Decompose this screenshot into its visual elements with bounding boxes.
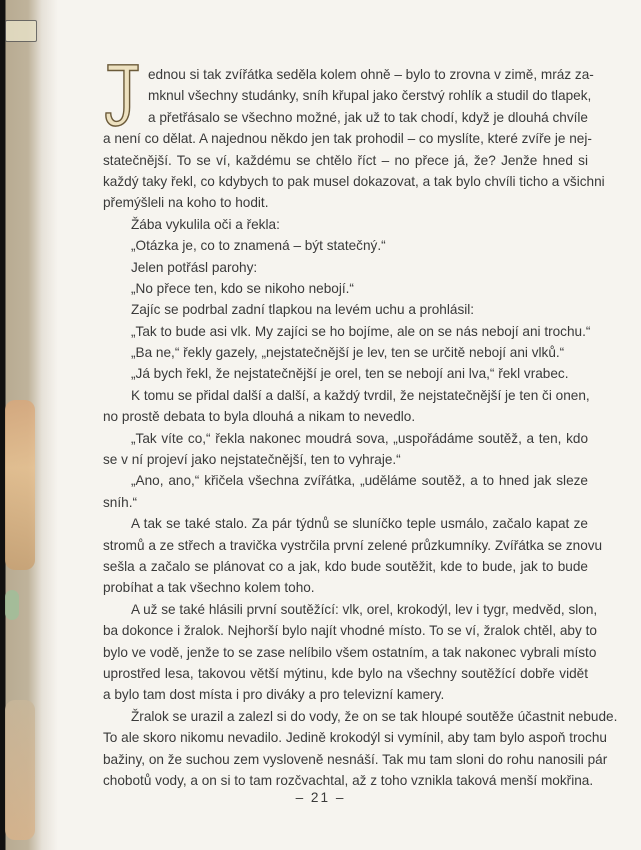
paragraph xyxy=(103,513,603,599)
text-line: „Ano, ano,“ křičela všechna zvířátka, „uděláme soutěž, a to hned jak sleze xyxy=(131,473,588,489)
text-line: Jelen potřásl parohy: xyxy=(131,259,258,275)
text-line: každý taky řekl, co kdybych to pak musel dokazovat, a tak bylo chvíli ticho a všichni xyxy=(103,173,605,189)
text-line: Zajíc se podrbal zadní tlapkou na levém uchu a prohlásil: xyxy=(131,302,475,318)
text-line: přemýšleli na koho to hodit. xyxy=(103,195,269,211)
text-line: uprostřed lesa, takovou větší mýtinu, kde bylo na všechny soutěžící dobře vidět xyxy=(103,665,588,681)
text-line: „Já bych řekl, že nejstatečnější je orel, ten se nebojí ani lva,“ řekl vrabec. xyxy=(131,366,569,382)
text-line: K tomu se přidal další a další, a každý tvrdil, že nejstatečnější je ten či onen, xyxy=(131,387,590,403)
text-line: bylo ve vodě, jenže to se zase nelíbilo všem ostatním, a tak nakonec vybrali místo xyxy=(103,644,597,660)
paragraph xyxy=(103,214,588,235)
illustration-fragment xyxy=(5,590,19,620)
paragraph xyxy=(103,599,598,706)
illustration-fragment xyxy=(5,700,35,840)
text-line: „Otázka je, co to znamená – být statečný.“ xyxy=(131,238,386,254)
text-line: „Ba ne,“ řekly gazely, „nejstatečnější je lev, ten se určitě nebojí ani vlků.“ xyxy=(131,345,565,361)
text-line: „Tak to bude asi vlk. My zajíci se ho bojíme, ale on se nás nebojí ani trochu.“ xyxy=(131,323,591,339)
book-spine-edge xyxy=(0,0,60,850)
illustration-fragment xyxy=(5,400,35,570)
text-line: A tak se také stalo. Za pár týdnů se sluníčko teple usmálo, začalo kapat ze xyxy=(131,516,588,532)
text-line: chobotů vody, a on si to tam rozčvachtal, až z toho vznikla taková menší mokřina. xyxy=(103,772,594,788)
text-line: „Tak víte co,“ řekla nakonec moudrá sova, „uspořádáme soutěž, a ten, kdo xyxy=(131,430,588,446)
text-line: no prostě debata to byla dlouhá a nikam to nevedlo. xyxy=(103,409,416,425)
text-line: bažiny, on že suchou zem vysloveně nesnáší. Tak mu tam sloni do rohu nanosili pár xyxy=(103,751,608,767)
paragraph xyxy=(103,235,588,256)
text-line: A už se také hlásili první soutěžící: vlk, orel, krokodýl, lev i tygr, medvěd, slon, xyxy=(131,601,598,617)
paragraph xyxy=(103,428,588,471)
text-line: mknul všechny studánky, sníh křupal jako čerstvý rohlík a studil do tlapek, xyxy=(148,88,592,104)
text-line: a není co dělat. A najednou někdo jen tak prohodil – co myslíte, které zvíře je nej- xyxy=(103,131,592,147)
page-number: – 21 – xyxy=(295,790,346,805)
text-line: a přetřásalo se všechno možné, jak už to tak chodí, když je dlouhá chvíle xyxy=(148,109,588,125)
paragraph xyxy=(103,257,588,278)
text-line: To ale skoro nikomu nevadilo. Jedině krokodýl si vymínil, aby tam bylo aspoň trochu xyxy=(103,730,607,746)
paragraph xyxy=(103,321,591,342)
text-line: ednou si tak zvířátka seděla kolem ohně – bylo to zrovna v zimě, mráz za- xyxy=(148,67,594,82)
text-line: se v ní projeví jako nejstatečnější, ten to vyhraje.“ xyxy=(103,452,401,468)
paragraph xyxy=(103,363,588,384)
text-line: ba dokonce i žralok. Nejhorší bylo najít vhodné místo. To se ví, žralok chtěl, aby to xyxy=(103,623,597,639)
paragraph xyxy=(103,278,588,299)
text-line: probíhat a tak všechno kolem toho. xyxy=(103,580,315,596)
illustration-fragment xyxy=(5,20,37,42)
text-line: stromů a ze střech a travička vystrčila první zelené průzkumníky. Zvířátka se znovu xyxy=(103,537,603,553)
text-line: „No přece ten, kdo se nikoho nebojí.“ xyxy=(131,280,354,296)
paragraph xyxy=(103,385,588,428)
paragraph xyxy=(103,299,588,320)
paragraph xyxy=(103,64,605,214)
paragraph xyxy=(103,470,588,513)
text-line: statečnější. To se ví, každému se chtělo říct – no přece já, že? Jenže hned si xyxy=(103,152,588,168)
text-line: Žralok se urazil a zalezl si do vody, že on se tak hloupé soutěže účastnit nebude. xyxy=(131,708,618,724)
text-line: sníh.“ xyxy=(103,494,137,510)
body-text xyxy=(103,64,618,791)
paragraph xyxy=(103,706,618,792)
text-line: Žába vykulila oči a řekla: xyxy=(131,216,280,232)
text-line: sešla a začalo se plánovat co a jak, kdo bude soutěžit, kde to bude, jak to bude xyxy=(103,558,588,574)
paragraph xyxy=(103,342,588,363)
text-line: a bylo tam dost místa i pro diváky a pro televizní kamery. xyxy=(103,687,445,703)
